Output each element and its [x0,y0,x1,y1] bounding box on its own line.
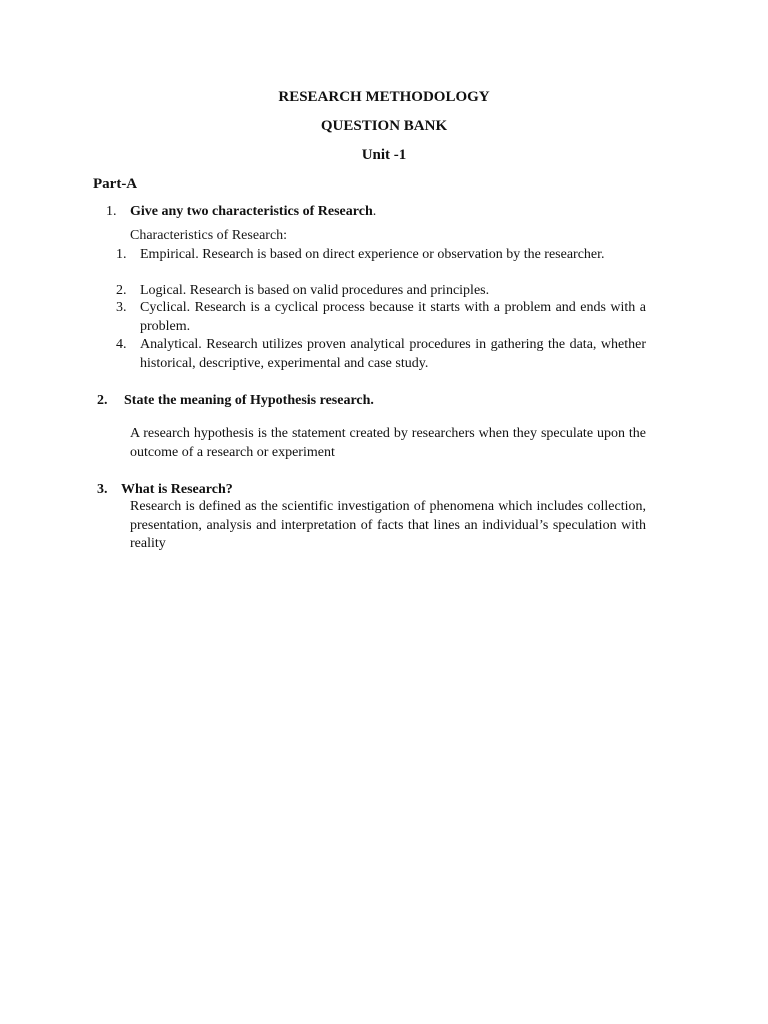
list-item: Analytical. Research utilizes proven analytical procedures in gathering the data, whether historical, descriptive, experimental and case study. [140,337,646,371]
question-2-answer: A research hypothesis is the statement created by researchers when they speculate upon the outcome of a research or experiment [130,426,646,460]
question-3-text: What is Research? [121,482,233,497]
document-title: RESEARCH METHODOLOGY [278,89,490,105]
question-3-number: 3. [97,482,108,497]
question-2-number: 2. [97,393,108,408]
question-1-intro: Characteristics of Research: [130,228,288,243]
list-item-number: 4. [116,337,127,352]
question-2-text: State the meaning of Hypothesis research. [124,393,374,408]
document-subtitle: QUESTION BANK [320,118,448,134]
list-item: Cyclical. Research is a cyclical process because it starts with a problem and ends with a problem. [140,300,646,334]
question-1-text [130,203,376,221]
list-item: Empirical. Research is based on direct experience or observation by the researcher. [140,247,605,262]
question-1-suffix: . [372,204,377,219]
list-item: Logical. Research is based on valid procedures and principles. [140,283,490,298]
list-item-number: 1. [116,247,127,262]
list-item-number: 2. [116,283,127,298]
unit-heading: Unit -1 [361,147,407,163]
part-heading: Part-A [93,176,138,192]
question-3-answer: Research is defined as the scientific investigation of phenomena which includes collection, presentation, analysis and interpretation of facts that lines an individual’s speculation with reality [130,499,646,551]
question-1-label: Give any two characteristics of Research [130,204,373,219]
question-1-number: 1. [106,204,117,219]
list-item-number: 3. [116,300,127,315]
